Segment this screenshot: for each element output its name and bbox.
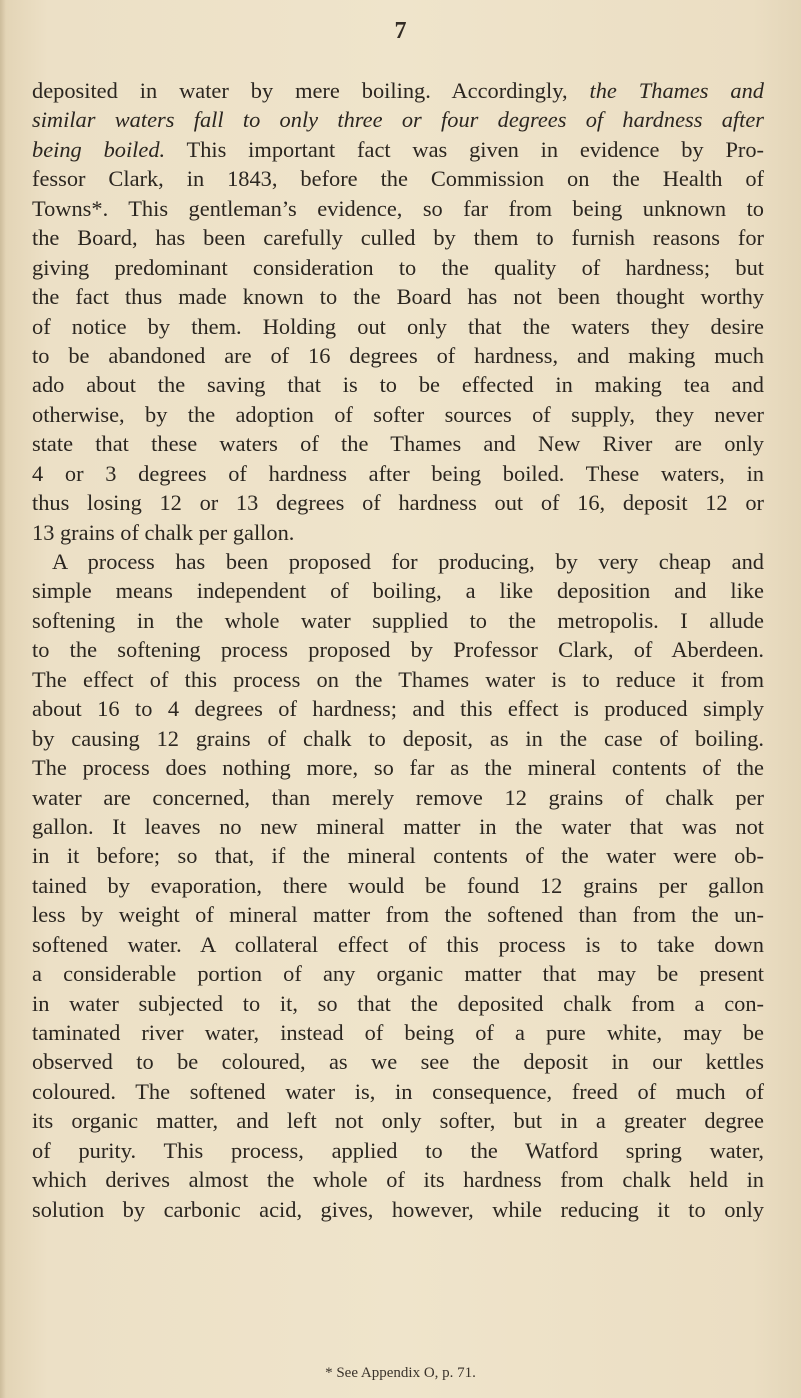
- text-line-2: [32, 105, 764, 134]
- text-line: Towns*. This gentleman’s evidence, so far from being unknown to: [32, 195, 764, 221]
- text-line: solution by carbonic acid, gives, however, while reducing it to only: [32, 1196, 764, 1222]
- text-line-3: being boiled. This important fact was given in evidence by Pro-: [32, 136, 764, 162]
- page-number: 7: [394, 18, 407, 44]
- page-edge-shadow: [0, 0, 6, 1398]
- text-line: The effect of this process on the Thames water is to reduce it from: [32, 666, 764, 692]
- italic-phrase: similar waters fall to only three or four degrees of hardness after: [32, 107, 764, 133]
- text-line: gallon. It leaves no new mineral matter in the water that was not: [32, 813, 764, 839]
- italic-phrase: the Thames and: [589, 78, 764, 103]
- text-line: which derives almost the whole of its hardness from chalk held in: [32, 1167, 764, 1193]
- text-line: of notice by them. Holding out only that the waters they desire: [32, 313, 764, 339]
- text-line: giving predominant consideration to the quality of hardness; but: [32, 254, 764, 280]
- text-line: The process does nothing more, so far as the mineral contents of the: [32, 755, 764, 781]
- text-line: about 16 to 4 degrees of hardness; and this effect is produced simply: [32, 696, 764, 722]
- text-line: 4 or 3 degrees of hardness after being boiled. These waters, in: [32, 460, 764, 486]
- text-line: thus losing 12 or 13 degrees of hardness out of 16, deposit 12 or: [32, 490, 764, 516]
- footnote: * See Appendix O, p. 71.: [325, 1365, 476, 1381]
- text-line: state that these waters of the Thames and New River are only: [32, 431, 764, 457]
- text-line: A process has been proposed for producing, by very cheap and: [52, 549, 764, 574]
- text-line: a considerable portion of any organic matter that may be present: [32, 961, 764, 987]
- text-line: its organic matter, and left not only softer, but in a greater degree: [32, 1108, 764, 1134]
- text-line: water are concerned, than merely remove 12 grains of chalk per: [32, 784, 764, 810]
- body-text: [32, 76, 764, 1224]
- text-line: otherwise, by the adoption of softer sources of supply, they never: [32, 401, 764, 427]
- text-line: to the softening process proposed by Professor Clark, of Aberdeen.: [32, 637, 764, 663]
- text-line: coloured. The softened water is, in consequence, freed of much of: [32, 1078, 764, 1104]
- text-line: to be abandoned are of 16 degrees of hardness, and making much: [32, 342, 764, 368]
- text-line: taminated river water, instead of being of a pure white, may be: [32, 1020, 764, 1045]
- text-line: the Board, has been carefully culled by them to furnish reasons for: [32, 225, 764, 251]
- text-line: in it before; so that, if the mineral contents of the water were ob-: [32, 843, 764, 869]
- text-line: by causing 12 grains of chalk to deposit, as in the case of boiling.: [32, 725, 764, 751]
- text-line: tained by evaporation, there would be found 12 grains per gallon: [32, 872, 764, 898]
- text-line: ado about the saving that is to be effected in making tea and: [32, 372, 764, 398]
- text-line: in water subjected to it, so that the deposited chalk from a con-: [32, 990, 764, 1016]
- text-line-1: deposited in water by mere boiling. Accordingly, the Thames and: [32, 78, 764, 103]
- text-line: less by weight of mineral matter from the softened than from the un-: [32, 902, 764, 928]
- text-line: of purity. This process, applied to the Watford spring water,: [32, 1137, 764, 1163]
- text-line: softened water. A collateral effect of this process is to take down: [32, 931, 764, 957]
- italic-phrase: being boiled.: [32, 136, 166, 162]
- text-line: 13 grains of chalk per gallon.: [32, 519, 295, 545]
- text-line: softening in the whole water supplied to the metropolis. I allude: [32, 607, 764, 633]
- text-line: observed to be coloured, as we see the deposit in our kettles: [32, 1049, 764, 1075]
- text-line: the fact thus made known to the Board has not been thought worthy: [32, 284, 764, 310]
- text-line: fessor Clark, in 1843, before the Commission on the Health of: [32, 166, 764, 192]
- text-line: simple means independent of boiling, a like deposition and like: [32, 578, 764, 604]
